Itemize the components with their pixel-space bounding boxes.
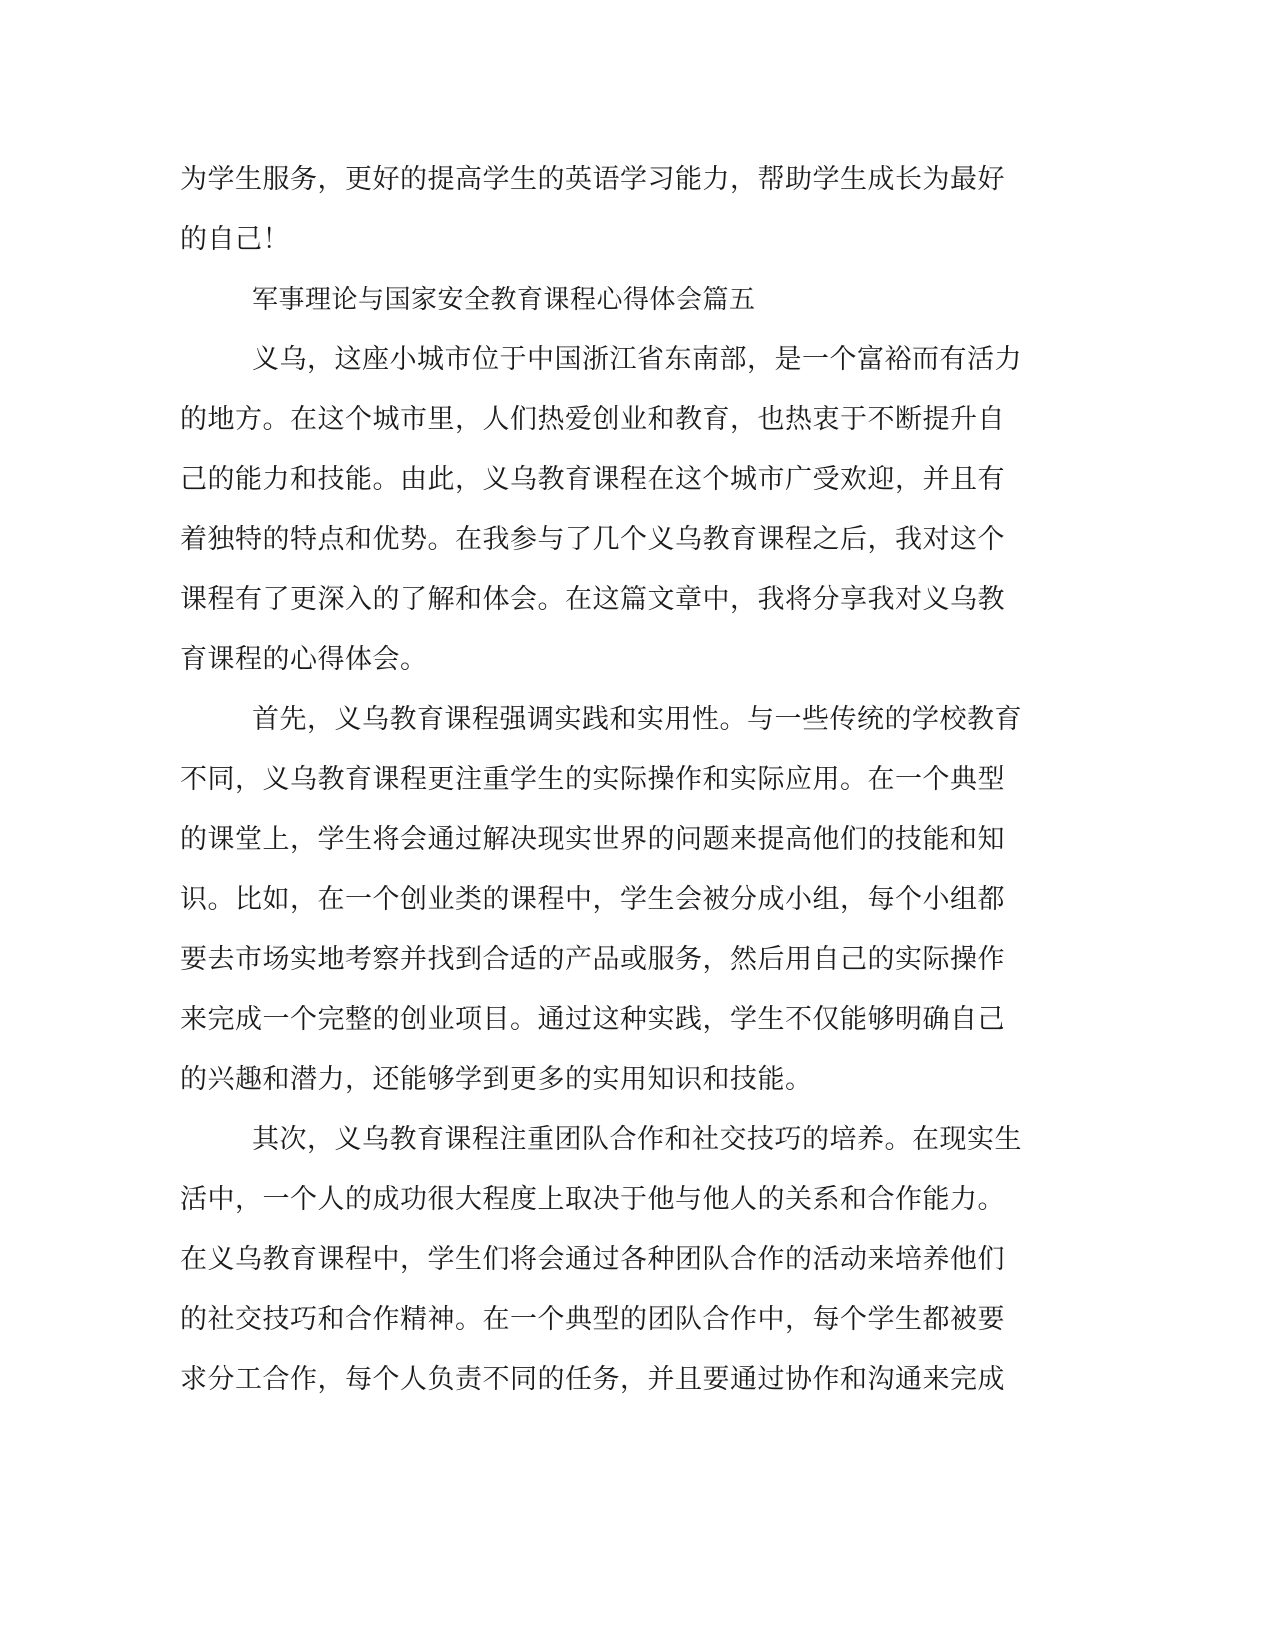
- paragraph-1-line-5: 课程有了更深入的了解和体会。在这篇文章中，我将分享我对义乌教: [180, 584, 1005, 615]
- paragraph-2-line-2: 不同，义乌教育课程更注重学生的实际操作和实际应用。在一个典型: [180, 764, 1005, 795]
- paragraph-1-line-2: 的地方。在这个城市里，人们热爱创业和教育，也热衷于不断提升自: [180, 404, 1005, 435]
- paragraph-3-line-5: 求分工合作，每个人负责不同的任务，并且要通过协作和沟通来完成: [180, 1364, 1005, 1395]
- paragraph-1-line-4: 着独特的特点和优势。在我参与了几个义乌教育课程之后，我对这个: [180, 524, 1005, 555]
- paragraph-2-line-4: 识。比如，在一个创业类的课程中，学生会被分成小组，每个小组都: [180, 884, 1005, 915]
- text-line-2: 的自己！: [180, 224, 290, 255]
- paragraph-2-line-7: 的兴趣和潜力，还能够学到更多的实用知识和技能。: [180, 1064, 813, 1095]
- paragraph-3-line-1: 其次，义乌教育课程注重团队合作和社交技巧的培养。在现实生: [252, 1124, 1022, 1155]
- paragraph-3-line-3: 在义乌教育课程中，学生们将会通过各种团队合作的活动来培养他们: [180, 1244, 1005, 1275]
- paragraph-1-line-3: 己的能力和技能。由此，义乌教育课程在这个城市广受欢迎，并且有: [180, 464, 1005, 495]
- document-page: [180, 150, 1030, 1410]
- paragraph-2-line-1: 首先，义乌教育课程强调实践和实用性。与一些传统的学校教育: [252, 704, 1022, 735]
- paragraph-3-line-4: 的社交技巧和合作精神。在一个典型的团队合作中，每个学生都被要: [180, 1304, 1005, 1335]
- paragraph-1-line-6: 育课程的心得体会。: [180, 644, 428, 675]
- paragraph-3-line-2: 活中，一个人的成功很大程度上取决于他与他人的关系和合作能力。: [180, 1184, 1005, 1215]
- paragraph-2-line-5: 要去市场实地考察并找到合适的产品或服务，然后用自己的实际操作: [180, 944, 1005, 975]
- text-line-1: 为学生服务，更好的提高学生的英语学习能力，帮助学生成长为最好: [180, 164, 1005, 195]
- paragraph-1-line-1: 义乌，这座小城市位于中国浙江省东南部，是一个富裕而有活力: [252, 344, 1022, 375]
- paragraph-2-line-6: 来完成一个完整的创业项目。通过这种实践，学生不仅能够明确自己: [180, 1004, 1005, 1035]
- section-heading: 军事理论与国家安全教育课程心得体会篇五: [252, 285, 756, 315]
- paragraph-2-line-3: 的课堂上，学生将会通过解决现实世界的问题来提高他们的技能和知: [180, 824, 1005, 855]
